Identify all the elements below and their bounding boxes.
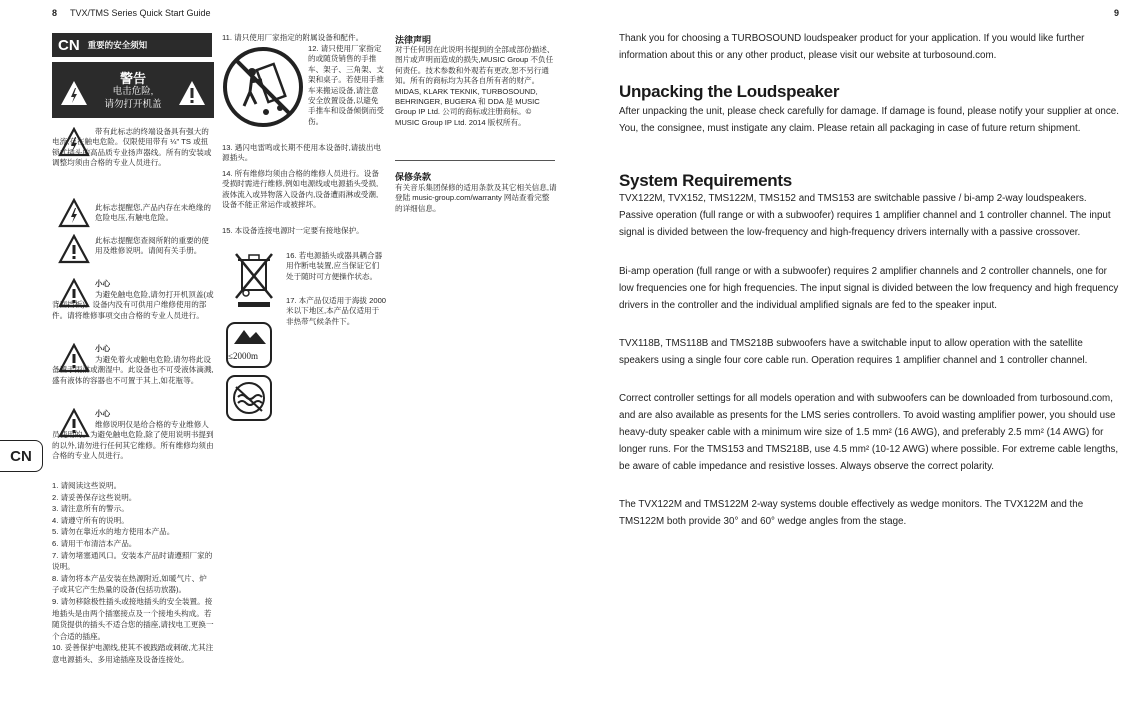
right-page-number: 9 — [1114, 8, 1120, 18]
list-item: 4. 请遵守所有的说明。 — [52, 515, 129, 525]
warranty-text: 有关音乐集团保修的适用条款及其它相关信息,请登陆 music-group.com/warranty 网站查看完整的详细信息。 — [395, 183, 557, 213]
caution-1-text: 为避免触电危险,请勿打开机顶盖(或背面挡板)。设备内没有可供用户维修使用的部件。请将维修事项交由合格的专业人员进行。 — [52, 290, 214, 320]
exclamation-symbol-icon — [58, 234, 90, 264]
warning-box — [52, 62, 214, 118]
cn-section-bar — [52, 33, 212, 57]
symbol-1-text: 带有此标志的终端设备具有强大的电流,存在触电危险。仅限使用带有 ¼" TS 或扭锁式插头的高品质专业扬声器线。所有的安装或调整均须由合格的专业人员进行。 — [52, 127, 212, 168]
exclamation-warning-icon — [178, 80, 206, 106]
legal-title: 法律声明 — [395, 35, 432, 45]
list-item: 9. 请勿移除极性插头或接地插头的安全装置。接地插头是由两个插塞接点及一个接地头构成。若随货提供的插头不适合您的插座,请找电工更换一个合适的插座。 — [52, 596, 214, 641]
item-16: 16. 若电源插头或器具耦合器用作断电装置,应当保证它们处于随时可方便操作状态。 — [286, 251, 383, 281]
cart-tipover-warning-icon — [222, 46, 304, 128]
caution-1-title: 小心 — [95, 279, 111, 288]
cn-side-tab: CN — [0, 440, 43, 472]
caution-3-text: 维修说明仅是给合格的专业维修人员使用的。为避免触电危险,除了使用说明书提到的以外,请勿进行任何其它维修。所有维修均须由合格的专业人员进行。 — [52, 420, 214, 461]
warning-line-1: 电击危险, — [112, 86, 154, 97]
list-item: 5. 请勿在靠近水的地方使用本产品。 — [52, 527, 175, 537]
list-item: 1. 请阅读这些说明。 — [52, 481, 122, 490]
warning-title: 警告 — [119, 71, 146, 86]
system-paragraph-2: Bi-amp operation (full range or with a subwoofer) requires 2 amplifier channels and 2 controller channels, one for low frequencies one for high frequencies. The input signal is divided between the low frequency and high frequency drivers in the controller and the individual amplified signals are fed to the speaker input. — [619, 266, 1119, 311]
weee-bin-icon — [232, 250, 278, 308]
system-paragraph-5: The TVX122M and TMS122M 2-way systems double effectively as wedge monitors. The TVX122M and the TMS122M both provide 30° and 60° wedge angles from the stage. — [619, 499, 1084, 527]
cn-badge: CN — [52, 37, 86, 54]
list-item: 10. 妥善保护电源线,使其不被践踏或刺破,尤其注意电源插头、多用途插座及设备连接处。 — [52, 643, 214, 664]
item-13: 13. 遇闪电雷鸣或长期不使用本设备时,请拔出电源插头。 — [222, 143, 382, 163]
cn-section-title: 重要的安全须知 — [87, 40, 148, 50]
tropical-climate-icon — [226, 375, 272, 421]
left-page-number: 8 — [52, 8, 58, 18]
unpacking-heading: Unpacking the Loudspeaker — [619, 82, 840, 101]
caution-2-title: 小心 — [95, 344, 111, 353]
symbol-2-text: 此标志提醒您,产品内存在未绝缘的危险电压,有触电危险。 — [95, 203, 212, 223]
list-item: 3. 请注意所有的警示。 — [52, 504, 129, 514]
unpacking-paragraph: After unpacking the unit, please check carefully for damage. If damage is found, please notify your supplier at once. You, the consignee, must instigate any claim. Please retain all packaging in case of future return shipment. — [619, 106, 1119, 134]
warning-line-2: 请勿打开机盖 — [104, 99, 162, 110]
item-14: 14. 所有维修均须由合格的维修人员进行。设备受损时需进行维修,例如电源线或电源插头受损,液体流入或异物落入设备内,设备遭雨淋或受潮,设备不能正常运作或被摔坏。 — [222, 169, 379, 210]
altitude-label: ≤2000m — [228, 351, 258, 361]
system-paragraph-3: TVX118B, TMS118B and TMS218B subwoofers have a switchable input to allow operation with the satellite speakers using a single four core cable run. Operation requires 1 amplifier channel and 1 controller channel. — [619, 338, 1088, 366]
altitude-icon — [226, 322, 272, 368]
list-item: 2. 请妥善保存这些说明。 — [52, 492, 137, 502]
symbol-3-text: 此标志提醒您查阅所附的重要的使用及维修说明。请阅有关手册。 — [95, 236, 209, 256]
item-12: 12. 请只使用厂家指定的或随货销售的手推车、架子、三角架、支架和桌子。若使用手推车来搬运设备,请注意安全放置设备,以避免手推车和设备倾倒而受伤。 — [308, 44, 384, 126]
legal-text: 对于任何因在此说明书提到的全部或部份描述、图片或声明而造成的损失,MUSIC Group 不负任何责任。技术参数和外观若有更改,恕不另行通知。所有的商标均为其各自所有者的财产。MIDAS, KLARK TEKNIK, TURBOSOUND, BEHRINGER, BUGERA 和 DDA 是 MUSIC Group IP Ltd. 公司的商标或注册商标。© MUSIC Group IP Ltd. 2014 版权所有。 — [395, 45, 555, 127]
running-header-title: TVX/TMS Series Quick Start Guide — [70, 8, 211, 18]
item-17: 17. 本产品仅适用于海拔 2000 米以下地区,本产品仅适用于非热带气候条件下。 — [286, 296, 387, 326]
warranty-title: 保修条款 — [395, 172, 432, 182]
list-item: 8. 请勿将本产品安装在热源附近,如暖气片、炉子或其它产生热量的设备(包括功放器)。 — [52, 573, 207, 595]
intro-paragraph: Thank you for choosing a TURBOSOUND loudspeaker product for your application. If you would like further information about this or any other product, please visit our website at turbosound.com. — [619, 33, 1085, 61]
list-item: 6. 请用干布清洁本产品。 — [52, 538, 137, 548]
system-requirements-heading: System Requirements — [619, 171, 792, 190]
system-paragraph-1: TVX122M, TVX152, TMS122M, TMS152 and TMS153 are switchable passive / bi-amp 2-way loudspeakers. Passive operation (full range or with a subwoofer) requires 1 amplifier channel and 1 controller channel. The input signal is divided between the low-frequency and high-frequency drivers internally with a passive crossover. — [619, 193, 1111, 238]
lightning-symbol-icon — [58, 198, 90, 228]
list-item: 7. 请勿堵塞通风口。安装本产品时请遵照厂家的说明。 — [52, 550, 213, 572]
divider — [395, 160, 555, 161]
system-paragraph-4: Correct controller settings for all models operation and with subwoofers can be downloaded from turbosound.com, and are also available as presents for the LMS series controllers. To avoid wasting amplifier power, you should use heavy-duty speaker cable with a minimum wire size of 1.5 mm² (16 AWG), and preferably 2.5 mm² (14 AWG) for longer runs. For the TMS153 and TMS218B, use 4.5 mm² (10-12 AWG) where possible. For extreme cable lengths, be aware of cable impedance and resistive losses. Always observe the correct polarity. — [619, 393, 1119, 472]
safety-list — [52, 480, 214, 666]
item-11: 11. 请只使用厂家指定的附属设备和配件。 — [222, 33, 364, 42]
caution-2-text: 为避免着火或触电危险,请勿将此设备置于雨淋或潮湿中。此设备也不可受液体滴溅,盛有液体的容器也不可置于其上,如花瓶等。 — [52, 355, 214, 385]
caution-3-title: 小心 — [95, 409, 111, 418]
item-15: 15. 本设备连接电源时一定要有接地保护。 — [222, 226, 364, 235]
